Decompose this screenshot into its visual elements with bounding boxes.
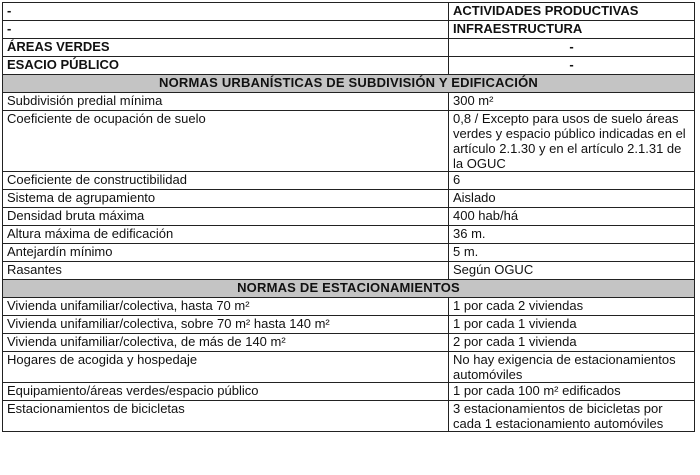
norm-value: Según OGUC: [449, 262, 695, 280]
use-cell-right: -: [449, 39, 695, 57]
table-row: [3, 383, 695, 401]
norm-label: Sistema de agrupamiento: [3, 190, 449, 208]
norm-label: Densidad bruta máxima: [3, 208, 449, 226]
norm-label: Rasantes: [3, 262, 449, 280]
zoning-norms-table: [2, 2, 695, 432]
norm-label: Altura máxima de edificación: [3, 226, 449, 244]
norm-value: 300 m²: [449, 93, 695, 111]
use-cell-left: ESACIO PÚBLICO: [3, 57, 449, 75]
parking-value: 2 por cada 1 vivienda: [449, 334, 695, 352]
parking-value: No hay exigencia de estacionamientos automóviles: [449, 352, 695, 383]
norm-value: 5 m.: [449, 244, 695, 262]
table-row: [3, 352, 695, 383]
table-row: [3, 111, 695, 172]
section-header-estacionamientos: [3, 280, 695, 298]
norm-label: Subdivisión predial mínima: [3, 93, 449, 111]
parking-label: Vivienda unifamiliar/colectiva, sobre 70 m² hasta 140 m²: [3, 316, 449, 334]
use-row-productive: [3, 3, 695, 21]
table-row: [3, 208, 695, 226]
table-row: [3, 244, 695, 262]
norm-label: Antejardín mínimo: [3, 244, 449, 262]
norm-value: 0,8 / Excepto para usos de suelo áreas verdes y espacio público indicadas en el artículo 2.1.30 y en el artículo 2.1.31 de la OGUC: [449, 111, 695, 172]
table-row: [3, 93, 695, 111]
use-cell-right: -: [449, 57, 695, 75]
table-row: [3, 298, 695, 316]
norm-label: Coeficiente de constructibilidad: [3, 172, 449, 190]
parking-label: Vivienda unifamiliar/colectiva, hasta 70 m²: [3, 298, 449, 316]
table-row: [3, 190, 695, 208]
table-row: [3, 172, 695, 190]
norm-value: 36 m.: [449, 226, 695, 244]
norm-value: 6: [449, 172, 695, 190]
use-cell-left: -: [3, 21, 449, 39]
parking-value: 1 por cada 2 viviendas: [449, 298, 695, 316]
parking-label: Vivienda unifamiliar/colectiva, de más de 140 m²: [3, 334, 449, 352]
use-cell-left: ÁREAS VERDES: [3, 39, 449, 57]
norm-value: Aislado: [449, 190, 695, 208]
use-row-infrastructure: [3, 21, 695, 39]
use-cell-right: ACTIVIDADES PRODUCTIVAS: [449, 3, 695, 21]
table-row: [3, 401, 695, 432]
parking-value: 1 por cada 1 vivienda: [449, 316, 695, 334]
table-row: [3, 262, 695, 280]
table-row: [3, 334, 695, 352]
use-cell-right: INFRAESTRUCTURA: [449, 21, 695, 39]
norm-label: Coeficiente de ocupación de suelo: [3, 111, 449, 172]
parking-label: Equipamiento/áreas verdes/espacio público: [3, 383, 449, 401]
table-row: [3, 316, 695, 334]
use-row-green-areas: [3, 39, 695, 57]
section-title: NORMAS DE ESTACIONAMIENTOS: [3, 280, 695, 298]
zoning-norms-document: [2, 2, 694, 432]
parking-value: 1 por cada 100 m² edificados: [449, 383, 695, 401]
use-row-public-space: [3, 57, 695, 75]
parking-label: Estacionamientos de bicicletas: [3, 401, 449, 432]
section-title: NORMAS URBANÍSTICAS DE SUBDIVISIÓN Y EDIFICACIÓN: [3, 75, 695, 93]
norm-value: 400 hab/há: [449, 208, 695, 226]
parking-label: Hogares de acogida y hospedaje: [3, 352, 449, 383]
table-row: [3, 226, 695, 244]
use-cell-left: -: [3, 3, 449, 21]
parking-value: 3 estacionamientos de bicicletas por cada 1 estacionamiento automóviles: [449, 401, 695, 432]
section-header-urbanisticas: [3, 75, 695, 93]
